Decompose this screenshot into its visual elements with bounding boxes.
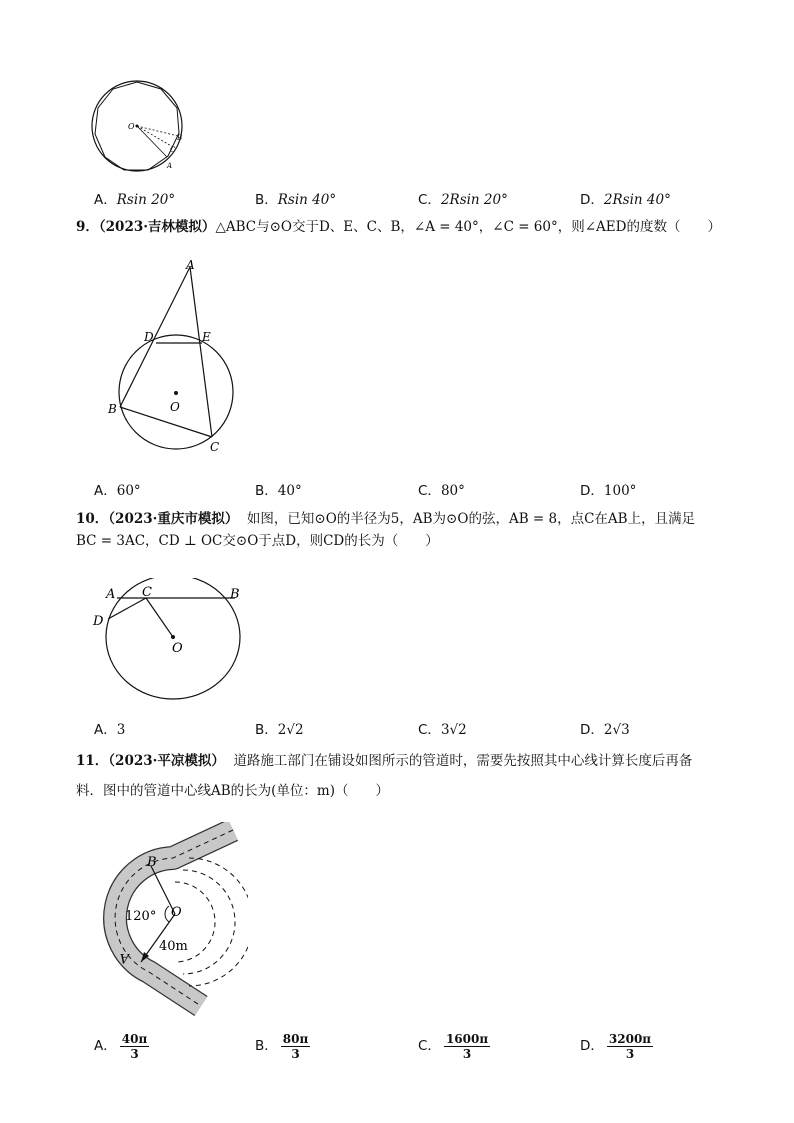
q10-option-a[interactable]: A．3 — [94, 722, 126, 738]
q11-label-a: A — [119, 950, 129, 965]
q11-option-c[interactable]: C． $\frac{1600\pi}{3}$ — [418, 1032, 489, 1061]
q8-label-a: A — [167, 162, 173, 170]
fraction: $\frac{1600\pi}{3}$ — [445, 1032, 489, 1061]
q8-label-b: B — [177, 134, 183, 142]
q9-options — [94, 479, 734, 499]
q9-label-o: O — [170, 400, 180, 414]
q9-option-b[interactable]: B．40° — [255, 483, 302, 499]
q11-option-d[interactable]: D． $\frac{3200\pi}{3}$ — [580, 1032, 652, 1061]
q10-label-c: C — [142, 585, 152, 600]
q8-option-a[interactable]: A．Rsin 20° — [94, 192, 176, 208]
q10-option-b[interactable]: B．2√2 — [255, 722, 304, 738]
q9-label-d: D — [144, 330, 154, 344]
question-text-line1: 道路施工部门在铺设如图所示的管道时，需要先按照其中心线计算长度后再备 — [233, 753, 693, 769]
q10-label-d: D — [93, 614, 104, 629]
q10-label-a: A — [106, 587, 116, 602]
q9-label-a: A — [186, 258, 195, 272]
q11-label-o: O — [171, 905, 182, 920]
question-number: 10． — [76, 511, 109, 527]
q8-label-c: C — [170, 146, 176, 154]
q11-angle-label: 120° — [125, 909, 157, 924]
question-number: 9． — [76, 219, 99, 235]
question-source: （2023·重庆市模拟） — [108, 511, 239, 527]
q10-stem — [76, 508, 726, 552]
q8-option-b[interactable]: B．Rsin 40° — [255, 192, 337, 208]
q11-label-b: B — [147, 855, 157, 870]
q11-stem — [76, 746, 726, 806]
question-text-line2: BC = 3AC，CD ⊥ OC交⊙O于点D，则CD的长为（ ） — [76, 533, 439, 549]
question-source: （2023·平凉模拟） — [108, 753, 225, 769]
q11-option-a[interactable]: A． $\frac{40\pi}{3}$ — [94, 1032, 148, 1061]
q8-options — [94, 188, 734, 208]
q8-figure — [90, 78, 190, 178]
q9-figure — [100, 255, 260, 460]
q11-figure — [93, 822, 248, 1017]
fraction: $\frac{40\pi}{3}$ — [121, 1032, 148, 1061]
question-text-line1: 如图，已知⊙O的半径为5，AB为⊙O的弦，AB = 8，点C在AB上，且满足 — [246, 511, 696, 527]
question-text-line2: 料．图中的管道中心线AB的长为(单位：m)（ ） — [76, 783, 390, 799]
q8-label-o: O — [128, 122, 135, 131]
q8-option-d[interactable]: D．2Rsin 40° — [580, 192, 671, 208]
q11-options — [94, 1026, 734, 1060]
question-source: （2023·吉林模拟） — [98, 219, 216, 235]
q10-options — [94, 718, 734, 738]
q11-option-b[interactable]: B． $\frac{80\pi}{3}$ — [255, 1032, 309, 1061]
q9-label-e: E — [202, 330, 211, 344]
q10-figure — [90, 578, 260, 703]
q11-radius-label: 40m — [159, 939, 188, 954]
q9-label-b: B — [108, 402, 117, 416]
q9-stem — [76, 216, 726, 238]
q10-option-c[interactable]: C．3√2 — [418, 722, 467, 738]
fraction: $\frac{3200\pi}{3}$ — [608, 1032, 652, 1061]
q10-label-o: O — [172, 641, 183, 656]
q10-option-d[interactable]: D．2√3 — [580, 722, 630, 738]
q9-option-c[interactable]: C．80° — [418, 483, 465, 499]
q10-label-b: B — [230, 587, 240, 602]
q9-option-d[interactable]: D．100° — [580, 483, 637, 499]
fraction: $\frac{80\pi}{3}$ — [282, 1032, 309, 1061]
q9-option-a[interactable]: A．60° — [94, 483, 141, 499]
question-number: 11． — [76, 753, 109, 769]
question-text: △ABC与⊙O交于D、E、C、B，∠A = 40°，∠C = 60°，则∠AED的度数（ ） — [215, 219, 721, 235]
q8-option-c[interactable]: C．2Rsin 20° — [418, 192, 508, 208]
q9-label-c: C — [210, 440, 220, 454]
